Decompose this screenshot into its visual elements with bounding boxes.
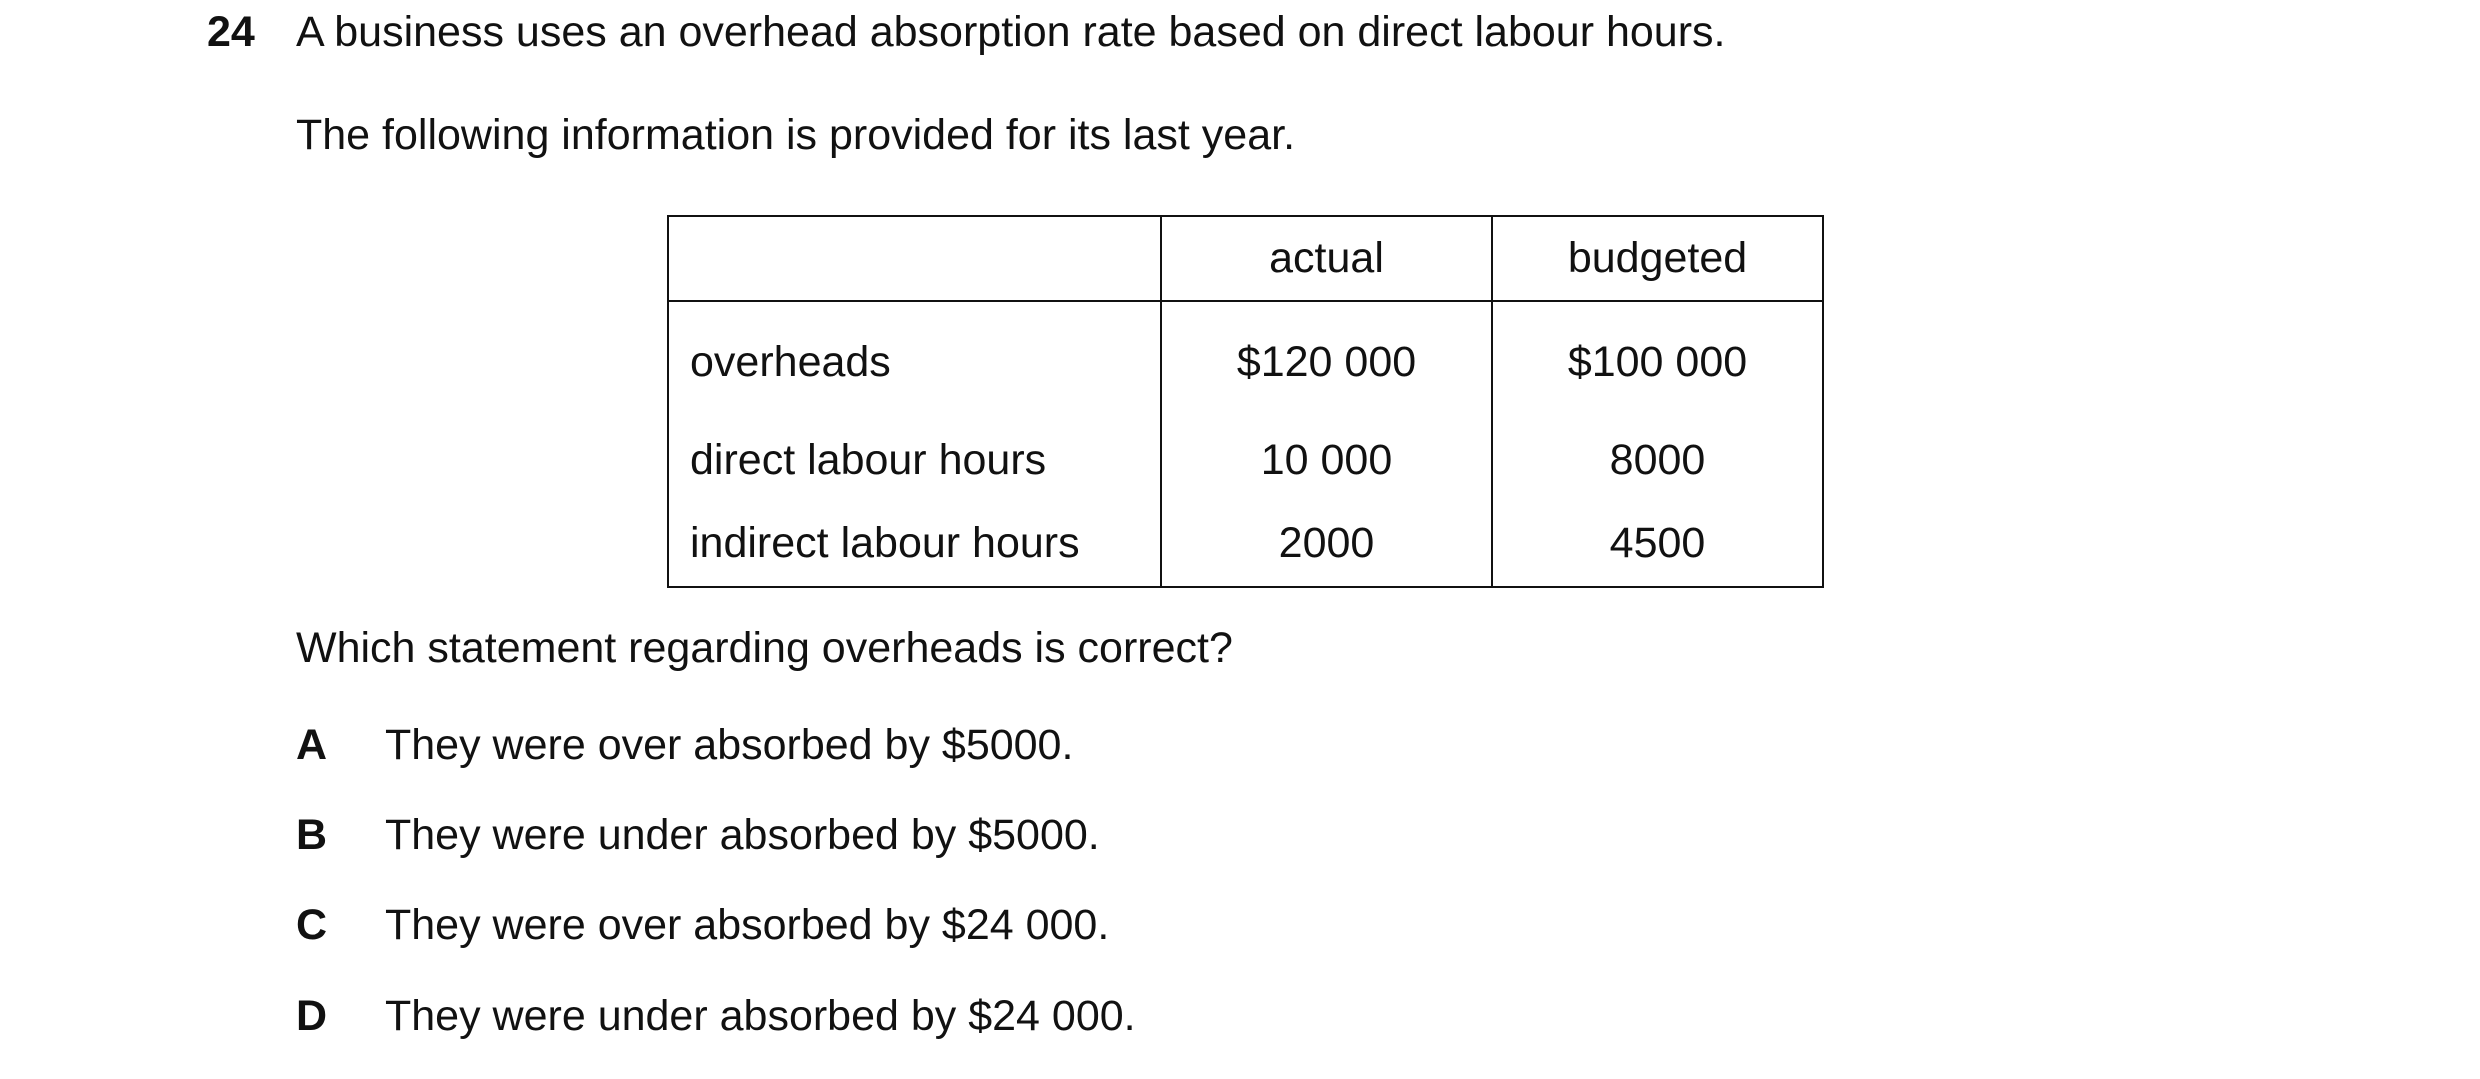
option-letter: D bbox=[296, 992, 328, 1040]
option-letter: C bbox=[296, 901, 328, 949]
table-header-actual: actual bbox=[1161, 216, 1492, 301]
budgeted-value: 4500 bbox=[1492, 504, 1823, 587]
budgeted-value: $100 000 bbox=[1492, 301, 1823, 416]
row-label: indirect labour hours bbox=[668, 504, 1161, 587]
table-header-row bbox=[668, 216, 1823, 301]
answer-option-b[interactable] bbox=[296, 809, 1100, 861]
table-row bbox=[668, 504, 1823, 587]
table-header-blank bbox=[668, 216, 1161, 301]
option-text: They were over absorbed by $5000. bbox=[385, 721, 1074, 769]
option-text: They were under absorbed by $24 000. bbox=[385, 992, 1136, 1040]
actual-value: $120 000 bbox=[1161, 301, 1492, 416]
actual-value: 2000 bbox=[1161, 504, 1492, 587]
option-text: They were over absorbed by $24 000. bbox=[385, 901, 1110, 949]
information-table bbox=[667, 215, 1824, 588]
question-stem: A business uses an overhead absorption rate based on direct labour hours. bbox=[296, 8, 1726, 56]
table-row bbox=[668, 416, 1823, 504]
option-letter: B bbox=[296, 811, 328, 859]
budgeted-value: 8000 bbox=[1492, 416, 1823, 504]
table-row bbox=[668, 301, 1823, 416]
answer-option-d[interactable] bbox=[296, 990, 1136, 1042]
option-letter: A bbox=[296, 721, 328, 769]
actual-value: 10 000 bbox=[1161, 416, 1492, 504]
table-header-budgeted: budgeted bbox=[1492, 216, 1823, 301]
row-label: overheads bbox=[668, 301, 1161, 416]
option-text: They were under absorbed by $5000. bbox=[385, 811, 1100, 859]
question-intro: The following information is provided for its last year. bbox=[296, 111, 1296, 159]
answer-option-c[interactable] bbox=[296, 899, 1109, 951]
row-label: direct labour hours bbox=[668, 416, 1161, 504]
question-prompt: Which statement regarding overheads is correct? bbox=[296, 624, 1233, 672]
question-number: 24 bbox=[207, 8, 255, 56]
answer-option-a[interactable] bbox=[296, 719, 1073, 771]
